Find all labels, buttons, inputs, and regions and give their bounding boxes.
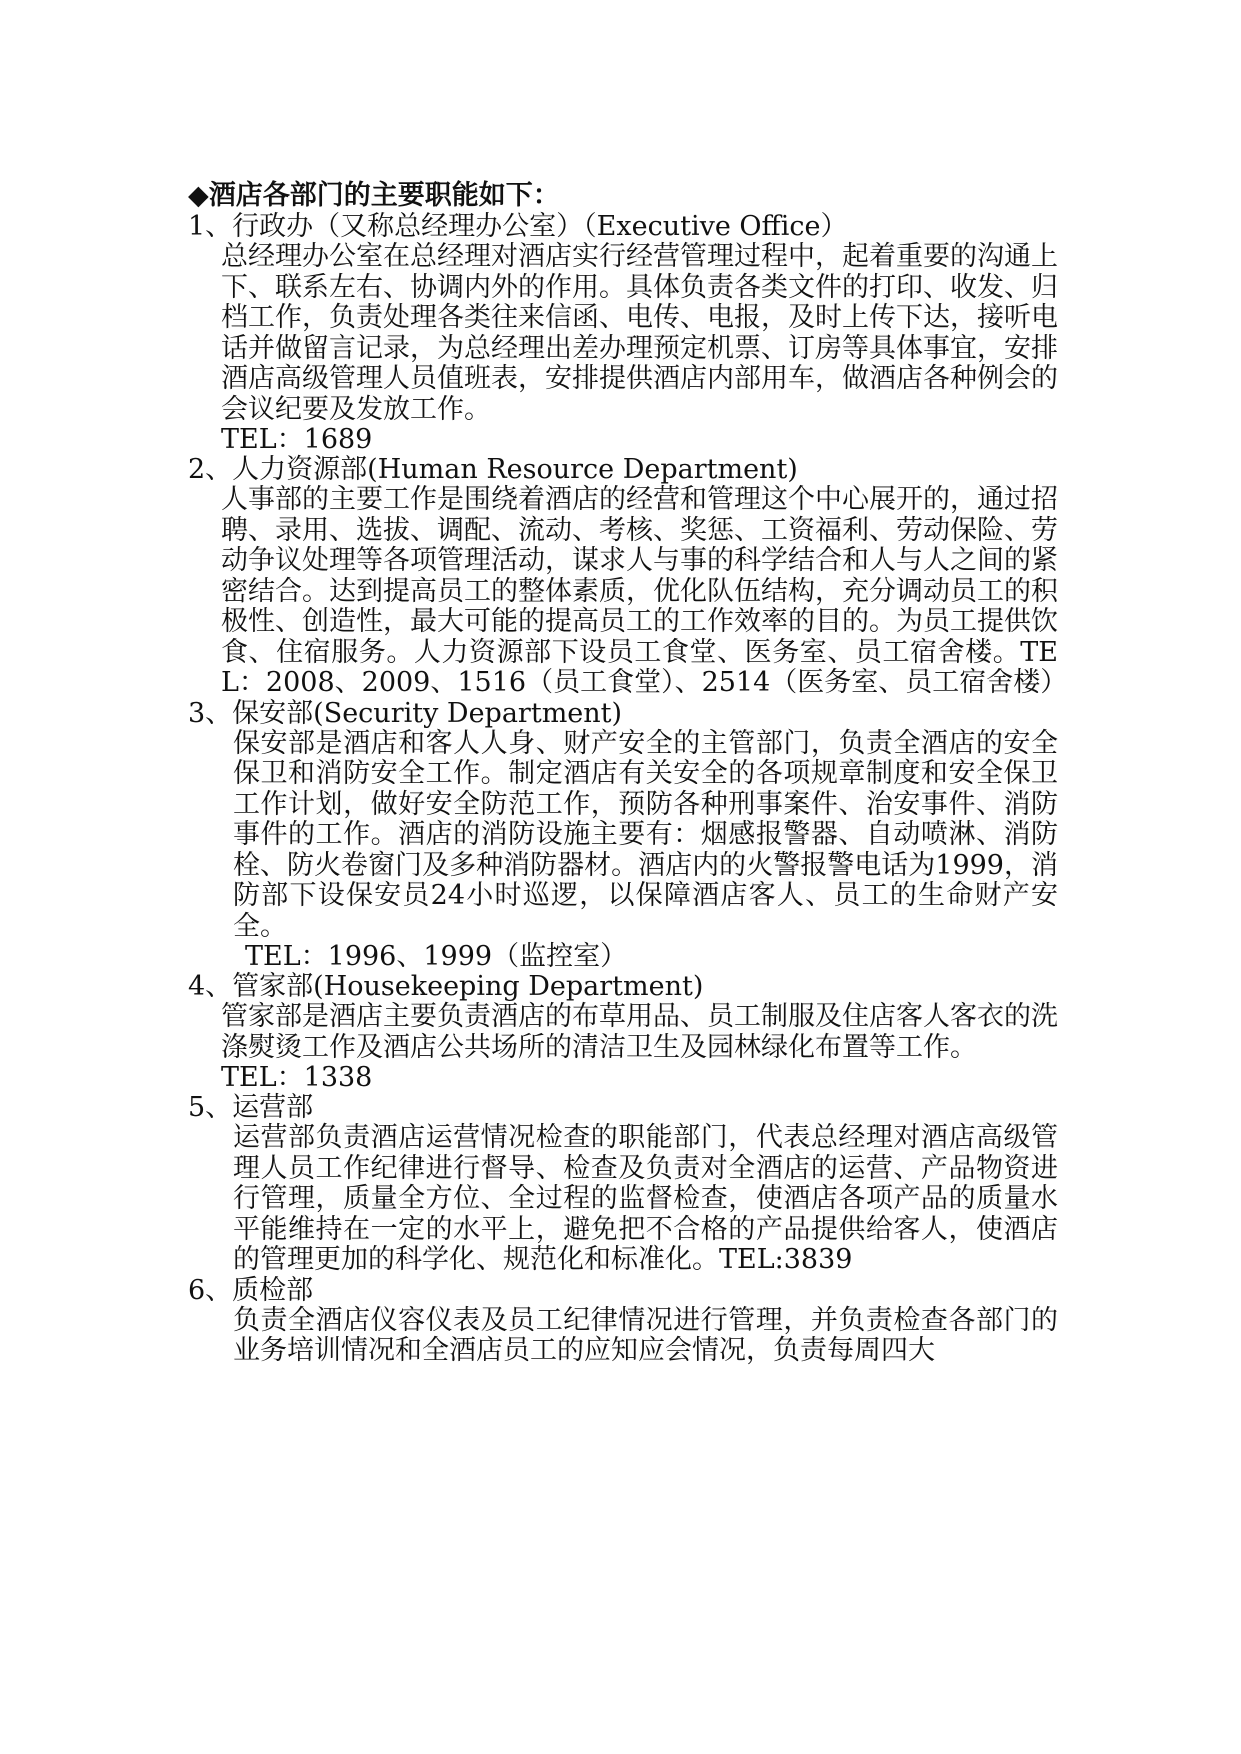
section-body: 保安部是酒店和客人人身、财产安全的主管部门，负责全酒店的安全保卫和消防安全工作。制定酒店有关安全的各项规章制度和安全保卫工作计划，做好安全防范工作，预防各种刑事案件、治安事件、消防事件的工作。酒店的消防设施主要有：烟感报警器、自动喷淋、消防栓、防火卷窗门及多种消防器材。酒店内的火警报警电话为1999，消防部下设保安员24小时巡逻，以保障酒店客人、员工的生命财产安全。 [233, 727, 1058, 942]
section-title: 2、人力资源部(Human Resource Department) [188, 454, 798, 485]
section-title: 6、质检部 [188, 1274, 314, 1306]
section-body: 人事部的主要工作是围绕着酒店的经营和管理这个中心展开的，通过招聘、录用、选拔、调配、流动、考核、奖惩、工资福利、劳动保险、劳动争议处理等各项管理活动，谋求人与事的科学结合和人与人之间的紧密结合。达到提高员工的整体素质，优化队伍结构，充分调动员工的积极性、创造性，最大可能的提高员工的工作效率的目的。为员工提供饮食、住宿服务。人力资源部下设员工食堂、医务室、员工宿舍楼。TEL：2008、2009、1516（员工食堂）、2514（医务室、员工宿舍楼） [221, 484, 1068, 698]
section-body: 总经理办公室在总经理对酒店实行经营管理过程中，起着重要的沟通上下、联系左右、协调内外的作用。具体负责各类文件的打印、收发、归档工作，负责处理各类往来信函、电传、电报，及时上传下达，接听电话并做留言记录，为总经理出差办理预定机票、订房等具体事宜，安排酒店高级管理人员值班表，安排提供酒店内部用车，做酒店各种例会的会议纪要及发放工作。 [221, 241, 1058, 425]
section-executive-office [188, 212, 1058, 455]
section-body: 管家部是酒店主要负责酒店的布草用品、员工制服及住店客人客衣的洗涤熨烫工作及酒店公共场所的清洁卫生及园林绿化布置等工作。 [221, 1001, 1058, 1063]
section-operations [188, 1093, 1058, 1276]
section-body: 负责全酒店仪容仪表及员工纪律情况进行管理，并负责检查各部门的业务培训情况和全酒店员工的应知应会情况，负责每周四大 [233, 1304, 1058, 1366]
section-tel: TEL：1338 [221, 1062, 373, 1093]
section-body: 运营部负责酒店运营情况检查的职能部门，代表总经理对酒店高级管理人员工作纪律进行督导、检查及负责对全酒店的运营、产品物资进行管理，质量全方位、全过程的监督检查，使酒店各项产品的质量水平能维持在一定的水平上，避免把不合格的产品提供给客人，使酒店的管理更加的科学化、规范化和标准化。TEL:3839 [233, 1122, 1058, 1275]
section-quality-inspection [188, 1276, 1058, 1367]
section-tel: TEL：1996、1999（监控室） [245, 941, 628, 972]
section-security [188, 699, 1058, 973]
section-title: 3、保安部(Security Department) [188, 697, 623, 729]
section-title: 4、管家部(Housekeeping Department) [188, 971, 704, 1002]
section-housekeeping [188, 972, 1058, 1093]
section-human-resource [188, 454, 1068, 699]
document-heading: ◆酒店各部门的主要职能如下： [188, 180, 560, 211]
document-page [188, 180, 1068, 1367]
section-title: 5、运营部 [188, 1092, 314, 1123]
section-tel: TEL：1689 [221, 424, 373, 455]
section-title: 1、行政办（又称总经理办公室）（Executive Office） [188, 211, 848, 242]
